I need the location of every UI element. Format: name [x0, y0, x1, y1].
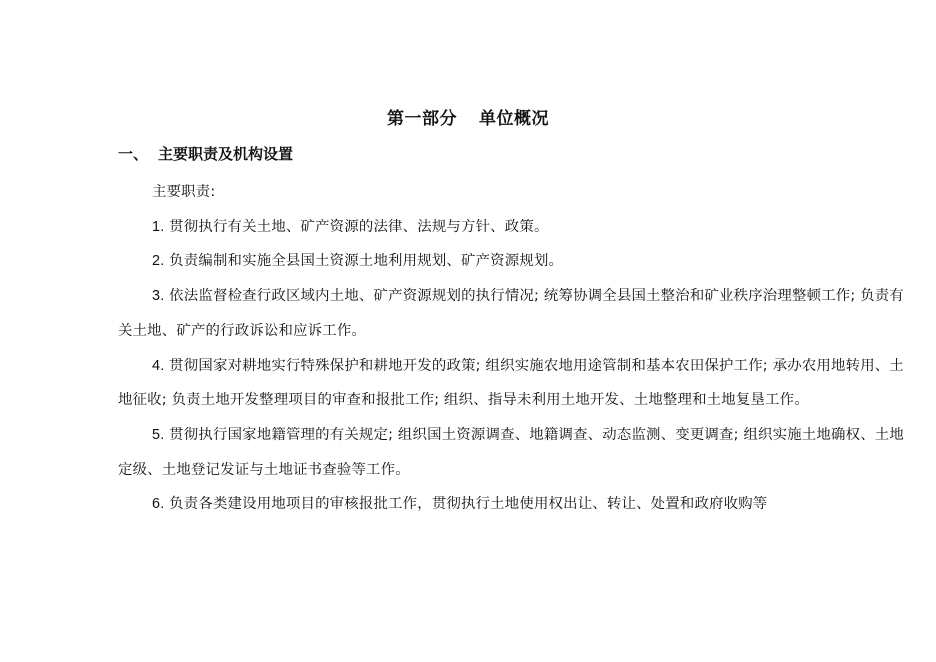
item-text: 依法监督检查行政区域内土地、矿产资源规划的执行情况; 统筹协调全县国土整治和矿业秩序治理整顿工作; 负责有关土地、矿产的行政诉讼和应诉工作。 [118, 288, 904, 339]
item-text: 负责各类建设用地项目的审核报批工作，贯彻执行土地使用权出让、转让、处置和政府收购等 [164, 496, 768, 513]
item-number: 2. [152, 253, 165, 270]
item-text: 贯彻国家对耕地实行特殊保护和耕地开发的政策; 组织实施农地用途管制和基本农田保护工作; 承办农用地转用、土地征收; 负责土地开发整理项目的审查和报批工作; 组织、指导未利用土地开发、土地整理和土地复垦工作。 [118, 357, 904, 409]
item-number: 5. [152, 426, 165, 443]
section-heading-text: 主要职责及机构设置 [158, 145, 294, 163]
item-number: 6. [152, 496, 165, 513]
title-part-1: 第一部分 [387, 109, 457, 129]
item-text: 贯彻执行国家地籍管理的有关规定; 组织国土资源调查、地籍调查、动态监测、变更调查; 组织实施土地确权、土地定级、土地登记发证与土地证书查验等工作。 [118, 426, 904, 478]
duty-item-1 [118, 210, 904, 245]
section-number: 一、 [118, 145, 149, 163]
duty-item-4 [118, 349, 904, 418]
duty-item-5 [118, 418, 904, 487]
item-number: 4. [152, 357, 165, 374]
item-number: 1. [152, 218, 165, 235]
item-number: 3. [152, 288, 165, 305]
duty-item-6 [118, 487, 904, 522]
title-part-2: 单位概况 [479, 109, 549, 129]
section-heading [118, 143, 293, 164]
page-title [0, 104, 936, 129]
body-text [118, 175, 904, 522]
duty-item-2 [118, 244, 904, 279]
item-text: 负责编制和实施全县国土资源土地利用规划、矿产资源规划。 [164, 253, 564, 270]
item-text: 贯彻执行有关土地、矿产资源的法律、法规与方针、政策。 [164, 218, 549, 235]
duty-item-3 [118, 279, 904, 348]
intro-paragraph: 主要职责: [152, 184, 216, 200]
